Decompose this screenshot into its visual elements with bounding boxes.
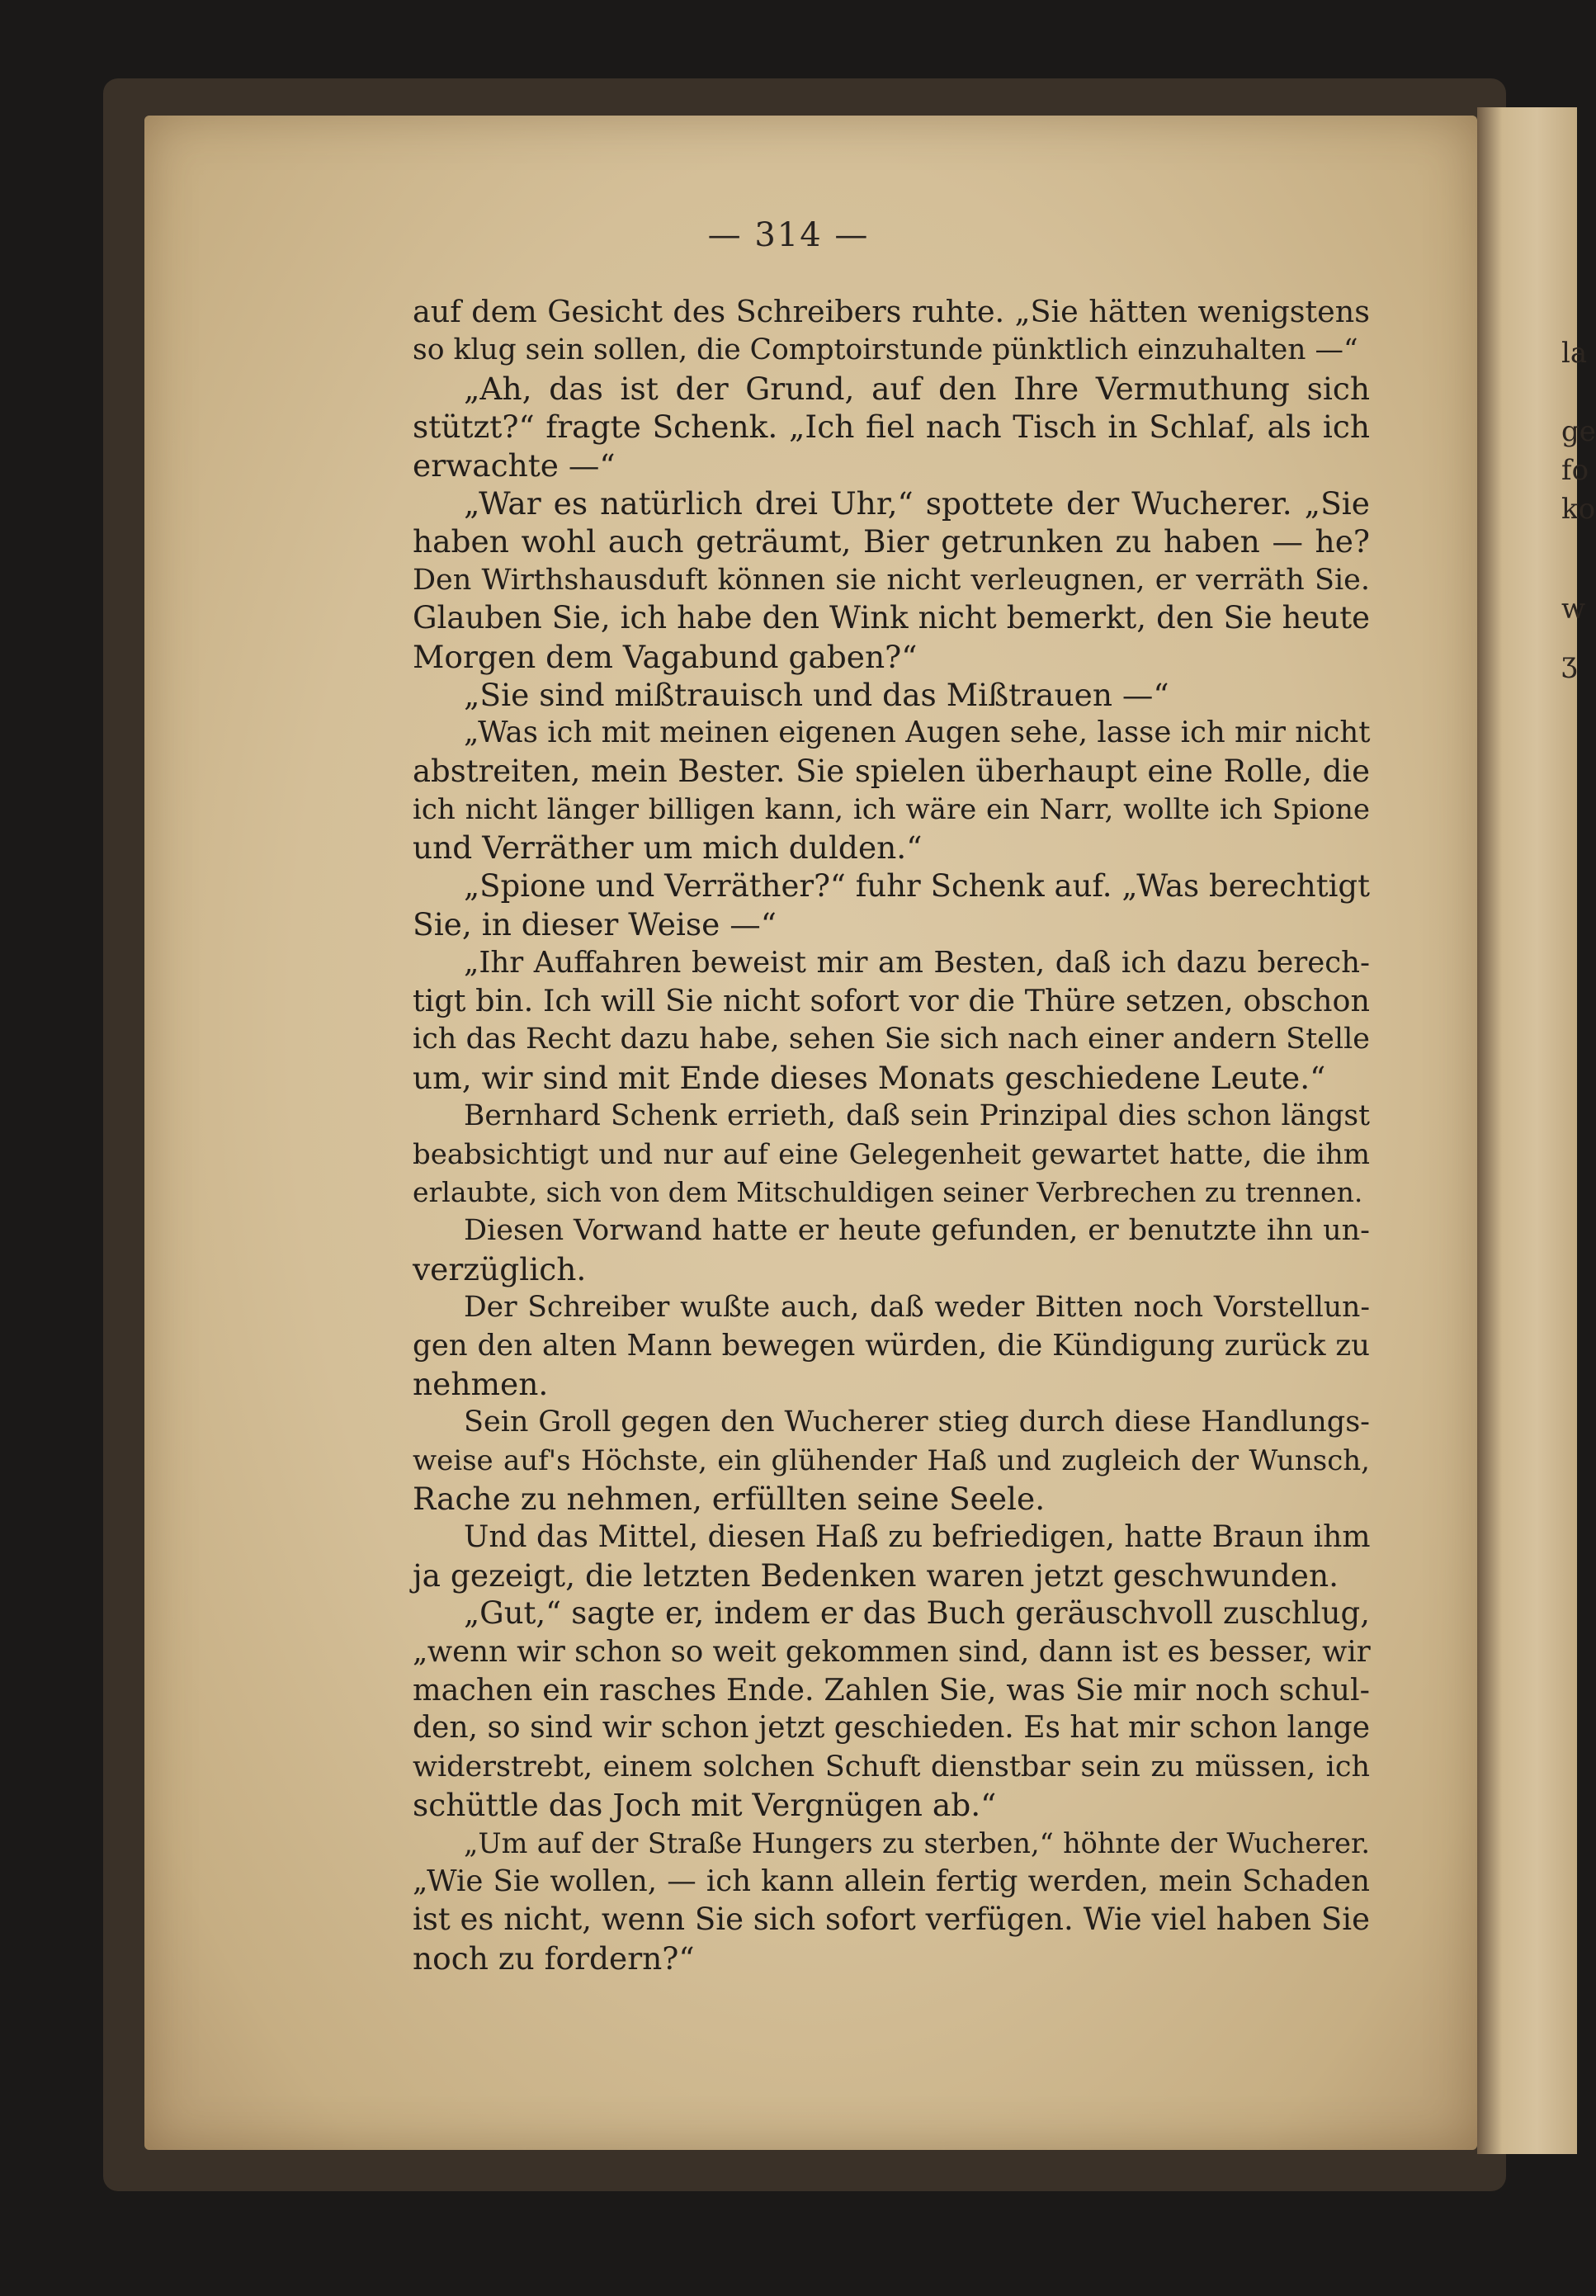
text-line: Rache zu nehmen, erfüllten seine Seele.: [413, 1481, 1046, 1518]
text-line: „Um auf der Straße Hungers zu sterben,“ höhnte der Wucherer.: [464, 1826, 1370, 1859]
text-line: schüttle das Joch mit Vergnügen ab.“: [413, 1787, 997, 1824]
text-line: gen den alten Mann bewegen würden, die Kündigung zurück zu: [413, 1328, 1370, 1363]
text-line: Bernhard Schenk errieth, daß sein Prinzipal dies schon längst: [464, 1099, 1370, 1133]
text-line: Den Wirthshausduft können sie nicht verleugnen, er verräth Sie.: [413, 563, 1370, 597]
facing-page-fragment: ko: [1561, 493, 1596, 526]
text-line: „Ah, das ist der Grund, auf den Ihre Vermuthung sich: [464, 370, 1370, 407]
text-line: Und das Mittel, diesen Haß zu befriedigen, hatte Braun ihm: [464, 1519, 1371, 1554]
text-line: Sein Groll gegen den Wucherer stieg durch diese Handlungs-: [464, 1405, 1370, 1439]
text-line: Morgen dem Vagabund gaben?“: [413, 638, 918, 675]
text-line: stützt?“ fragte Schenk. „Ich fiel nach Tisch in Schlaf, als ich: [413, 409, 1370, 446]
text-line: ja gezeigt, die letzten Bedenken waren jetzt geschwunden.: [413, 1557, 1339, 1594]
text-line: machen ein rasches Ende. Zahlen Sie, was Sie mir noch schul-: [413, 1672, 1370, 1708]
text-line: ich nicht länger billigen kann, ich wäre ein Narr, wollte ich Spione: [413, 793, 1370, 827]
text-line: ist es nicht, wenn Sie sich sofort verfügen. Wie viel haben Sie: [413, 1902, 1370, 1938]
text-line: haben wohl auch geträumt, Bier getrunken zu haben — he?: [413, 523, 1370, 560]
text-line: „Was ich mit meinen eigenen Augen sehe, lasse ich mir nicht: [464, 716, 1371, 750]
text-line: noch zu fordern?“: [413, 1939, 695, 1977]
text-line: Sie, in dieser Weise —“: [413, 906, 777, 943]
text-line: erwachte —“: [413, 446, 616, 484]
text-line: „War es natürlich drei Uhr,“ spottete der Wucherer. „Sie: [464, 484, 1370, 522]
text-line: „Sie sind mißtrauisch und das Mißtrauen —“: [464, 676, 1169, 713]
facing-page-fragment: w: [1561, 593, 1586, 626]
facing-page-fragment: la: [1561, 337, 1588, 370]
text-line: auf dem Gesicht des Schreibers ruhte. „Sie hätten wenigstens: [413, 294, 1370, 329]
text-line: tigt bin. Ich will Sie nicht sofort vor die Thüre setzen, obschon: [413, 983, 1370, 1019]
text-line: Glauben Sie, ich habe den Wink nicht bemerkt, den Sie heute: [413, 600, 1370, 636]
text-line: nehmen.: [413, 1365, 549, 1402]
text-line: „Ihr Auffahren beweist mir am Besten, daß ich dazu berech-: [464, 945, 1370, 980]
text-line: so klug sein sollen, die Comptoirstunde pünktlich einzuhalten —“: [413, 333, 1358, 367]
text-line: beabsichtigt und nur auf eine Gelegenheit gewartet hatte, die ihm: [413, 1137, 1370, 1171]
text-line: erlaubte, sich von dem Mitschuldigen seiner Verbrechen zu trennen.: [413, 1175, 1363, 1208]
text-line: verzüglich.: [413, 1250, 587, 1287]
text-line: abstreiten, mein Bester. Sie spielen überhaupt eine Rolle, die: [413, 753, 1370, 789]
text-line: Diesen Vorwand hatte er heute gefunden, er benutzte ihn un-: [464, 1214, 1370, 1248]
facing-page-fragment: ge: [1561, 415, 1596, 448]
facing-page-fragment: fo: [1561, 454, 1589, 487]
facing-page-fragment: ʒ: [1561, 646, 1578, 679]
text-line: „Gut,“ sagte er, indem er das Buch geräuschvoll zuschlug,: [464, 1595, 1370, 1632]
page-text: [413, 293, 1370, 1977]
text-line: „Spione und Verräther?“ fuhr Schenk auf. „Was berechtigt: [464, 867, 1370, 904]
text-line: den, so sind wir schon jetzt geschieden. Es hat mir schon lange: [413, 1711, 1370, 1746]
text-line: ich das Recht dazu habe, sehen Sie sich nach einer andern Stelle: [413, 1023, 1370, 1056]
page-number: — 314 —: [707, 216, 870, 254]
text-line: weise auf's Höchste, ein glühender Haß und zugleich der Wunsch,: [413, 1443, 1370, 1477]
text-line: Der Schreiber wußte auch, daß weder Bitten noch Vorstellun-: [464, 1291, 1370, 1325]
text-line: und Verräther um mich dulden.“: [413, 829, 923, 867]
text-line: widerstrebt, einem solchen Schuft dienstbar sein zu müssen, ich: [413, 1750, 1370, 1783]
text-line: „wenn wir schon so weit gekommen sind, dann ist es besser, wir: [413, 1634, 1371, 1669]
text-line: „Wie Sie wollen, — ich kann allein fertig werden, mein Schaden: [413, 1864, 1370, 1899]
text-line: um, wir sind mit Ende dieses Monats geschiedene Leute.“: [413, 1059, 1326, 1096]
